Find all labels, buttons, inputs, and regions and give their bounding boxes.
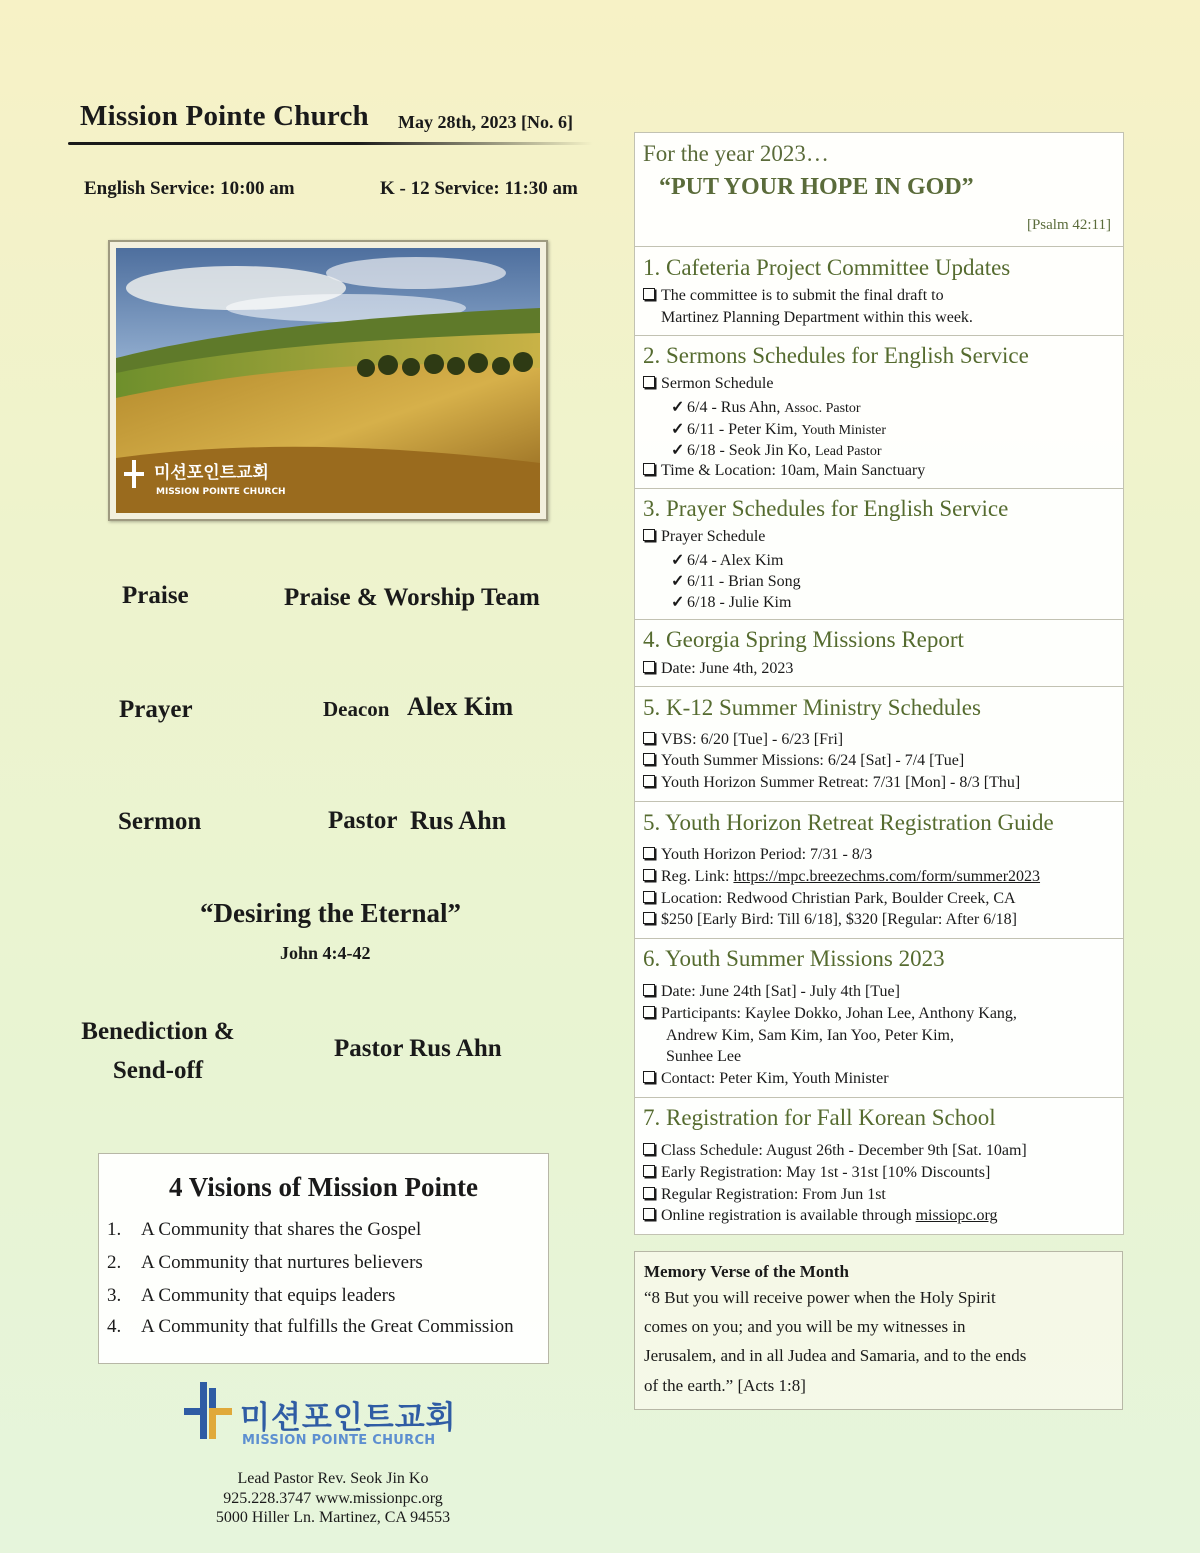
checkbox-icon [643, 288, 655, 300]
k12-service-time: K - 12 Service: 11:30 am [380, 178, 578, 199]
benediction-label-line1: Benediction & [81, 1018, 235, 1045]
praise-label: Praise [122, 582, 189, 609]
announcement-line: Date: June 24th [Sat] - July 4th [Tue] [643, 983, 900, 1001]
schedule-item: ✓ 6/4 - Alex Kim [671, 552, 784, 569]
theme-reference: [Psalm 42:11] [1026, 217, 1111, 233]
announcement-line: Date: June 4th, 2023 [643, 660, 793, 678]
registration-link[interactable]: https://mpc.breezechms.com/form/summer2023 [733, 868, 1041, 885]
checkbox-icon [643, 1071, 655, 1083]
check-icon: ✓ [671, 552, 685, 569]
address-line: 5000 Hiller Ln. Martinez, CA 94553 [215, 1509, 451, 1526]
checkbox-icon [643, 1165, 655, 1177]
announcement-prayer-schedule [634, 489, 1124, 620]
prayer-leader-title: Deacon [323, 697, 390, 721]
announcement-line: Youth Horizon Period: 7/31 - 8/3 [643, 846, 872, 864]
memory-verse-line: Jerusalem, and in all Judea and Samaria, and to the ends [644, 1346, 1027, 1365]
memory-verse-line: comes on you; and you will be my witnesses in [644, 1317, 966, 1336]
announcement-line: Sunhee Lee [666, 1048, 742, 1065]
check-icon: ✓ [671, 573, 685, 590]
benediction-speaker: Pastor Rus Ahn [334, 1035, 502, 1062]
announcement-line: Andrew Kim, Sam Kim, Ian Yoo, Peter Kim, [666, 1027, 954, 1044]
announcement-line: Participants: Kaylee Dokko, Johan Lee, Anthony Kang, [643, 1005, 1017, 1023]
memory-verse-title: Memory Verse of the Month [644, 1262, 849, 1281]
announcement-line: Class Schedule: August 26th - December 9th [Sat. 10am] [643, 1142, 1027, 1160]
sermon-scripture: John 4:4-42 [280, 943, 371, 963]
schedule-item: ✓ 6/4 - Rus Ahn, Assoc. Pastor [671, 399, 861, 416]
announcement-line: Early Registration: May 1st - 31st [10% Discounts] [643, 1164, 990, 1182]
praise-leader: Praise & Worship Team [284, 584, 540, 611]
lead-pastor-line: Lead Pastor Rev. Seok Jin Ko [237, 1470, 429, 1487]
church-logo-korean: 미션포인트교회 [240, 1400, 457, 1436]
announcement-title: 4. Georgia Spring Missions Report [643, 627, 964, 652]
schedule-item: ✓ 6/11 - Peter Kim, Youth Minister [671, 421, 887, 438]
photo-logo-english: MISSION POINTE CHURCH [156, 487, 286, 497]
announcement-cafeteria [634, 247, 1124, 336]
vision-number: 1. [107, 1219, 122, 1240]
announcement-k12-summer [634, 687, 1124, 802]
prayer-leader-name: Alex Kim [407, 692, 514, 721]
checkbox-icon [643, 1208, 655, 1220]
memory-verse-box [634, 1251, 1123, 1410]
checkbox-icon [643, 847, 655, 859]
announcement-line: Location: Redwood Christian Park, Boulder Creek, CA [643, 890, 1016, 908]
schedule-item: ✓ 6/18 - Julie Kim [671, 594, 792, 611]
year-theme-section [634, 132, 1124, 247]
checkbox-icon [643, 912, 655, 924]
issue-date: May 28th, 2023 [No. 6] [398, 112, 573, 132]
vision-item [107, 1316, 514, 1338]
vision-number: 3. [107, 1285, 122, 1306]
announcement-line: Time & Location: 10am, Main Sanctuary [643, 462, 925, 480]
check-icon: ✓ [671, 421, 685, 438]
benediction-label [60, 1012, 256, 1090]
landscape-image [116, 248, 540, 513]
announcement-title: 1. Cafeteria Project Committee Updates [643, 255, 1011, 280]
announcement-title: 7. Registration for Fall Korean School [643, 1105, 996, 1130]
announcement-youth-horizon [634, 802, 1124, 939]
landscape-photo [108, 240, 548, 521]
checkbox-icon [643, 869, 655, 881]
checkbox-icon [643, 376, 655, 388]
schedule-item: ✓ 6/18 - Seok Jin Ko, Lead Pastor [671, 442, 882, 459]
prayer-label: Prayer [119, 696, 193, 723]
phone-website-line: 925.228.3747 www.missionpc.org [223, 1490, 443, 1507]
check-icon: ✓ [671, 399, 685, 416]
memory-verse-line: of the earth.” [Acts 1:8] [644, 1376, 806, 1395]
vision-text: A Community that fulfills the Great Commission [141, 1316, 514, 1337]
announcement-sermon-schedule [634, 336, 1124, 489]
korean-school-link[interactable]: missiopc.org [915, 1207, 998, 1224]
vision-text: A Community that nurtures believers [141, 1252, 423, 1273]
checkbox-icon [643, 1187, 655, 1199]
checkbox-icon [643, 891, 655, 903]
check-icon: ✓ [671, 442, 685, 459]
announcement-line: Youth Horizon Summer Retreat: 7/31 [Mon] - 8/3 [Thu] [643, 774, 1020, 792]
header-divider [68, 142, 593, 145]
announcement-title: 3. Prayer Schedules for English Service [643, 496, 1009, 521]
church-logo-cross-icon [182, 1382, 234, 1442]
check-icon: ✓ [671, 594, 685, 611]
announcement-line: $250 [Early Bird: Till 6/18], $320 [Regular: After 6/18] [643, 911, 1017, 929]
vision-number: 4. [107, 1316, 122, 1337]
checkbox-icon [643, 529, 655, 541]
announcements-column [634, 132, 1124, 1235]
checkbox-icon [643, 732, 655, 744]
sermon-speaker-title: Pastor [328, 807, 398, 834]
announcement-line: Youth Summer Missions: 6/24 [Sat] - 7/4 [Tue] [643, 752, 964, 770]
announcement-line: Sermon Schedule [643, 375, 773, 393]
english-service-time: English Service: 10:00 am [84, 178, 295, 199]
announcement-title: 5. Youth Horizon Retreat Registration Guide [643, 810, 1054, 835]
announcement-line: Martinez Planning Department within this week. [661, 309, 973, 326]
vision-item [107, 1252, 423, 1274]
checkbox-icon [643, 1006, 655, 1018]
announcement-line: VBS: 6/20 [Tue] - 6/23 [Fri] [643, 731, 843, 749]
announcement-title: 5. K-12 Summer Ministry Schedules [643, 695, 981, 720]
announcement-line: The committee is to submit the final draft to [643, 287, 944, 305]
sermon-speaker-name: Rus Ahn [410, 806, 507, 835]
memory-verse-line: “8 But you will receive power when the Holy Spirit [644, 1288, 996, 1307]
checkbox-icon [643, 984, 655, 996]
sermon-topic: “Desiring the Eternal” [200, 898, 461, 928]
checkbox-icon [643, 661, 655, 673]
checkbox-icon [643, 775, 655, 787]
photo-logo-korean: 미션포인트교회 [154, 463, 269, 483]
theme-title: “PUT YOUR HOPE IN GOD” [659, 174, 974, 200]
announcement-line: Prayer Schedule [643, 528, 765, 546]
vision-item [107, 1285, 395, 1307]
theme-intro: For the year 2023… [643, 141, 829, 166]
vision-text: A Community that equips leaders [141, 1285, 396, 1306]
checkbox-icon [643, 463, 655, 475]
announcement-georgia-missions [634, 620, 1124, 687]
vision-text: A Community that shares the Gospel [141, 1219, 422, 1240]
church-name: Mission Pointe Church [80, 100, 369, 132]
vision-item [107, 1219, 421, 1241]
visions-box [98, 1153, 549, 1364]
vision-number: 2. [107, 1252, 122, 1273]
announcement-line: Online registration is available through missiopc.org [643, 1207, 998, 1225]
benediction-label-line2: Send-off [112, 1057, 204, 1084]
sermon-label: Sermon [118, 808, 202, 835]
announcement-line: Reg. Link: https://mpc.breezechms.com/form/summer2023 [643, 868, 1040, 886]
announcement-line: Contact: Peter Kim, Youth Minister [643, 1070, 889, 1088]
announcement-title: 6. Youth Summer Missions 2023 [643, 946, 945, 971]
checkbox-icon [643, 753, 655, 765]
announcement-line: Regular Registration: From Jun 1st [643, 1186, 886, 1204]
church-logo-english: MISSION POINTE CHURCH [242, 1433, 436, 1448]
visions-title: 4 Visions of Mission Pointe [168, 1172, 479, 1202]
checkbox-icon [643, 1143, 655, 1155]
schedule-item: ✓ 6/11 - Brian Song [671, 573, 801, 590]
announcement-korean-school [634, 1098, 1124, 1235]
announcement-title: 2. Sermons Schedules for English Service [643, 343, 1029, 368]
announcement-youth-summer-missions [634, 939, 1124, 1098]
